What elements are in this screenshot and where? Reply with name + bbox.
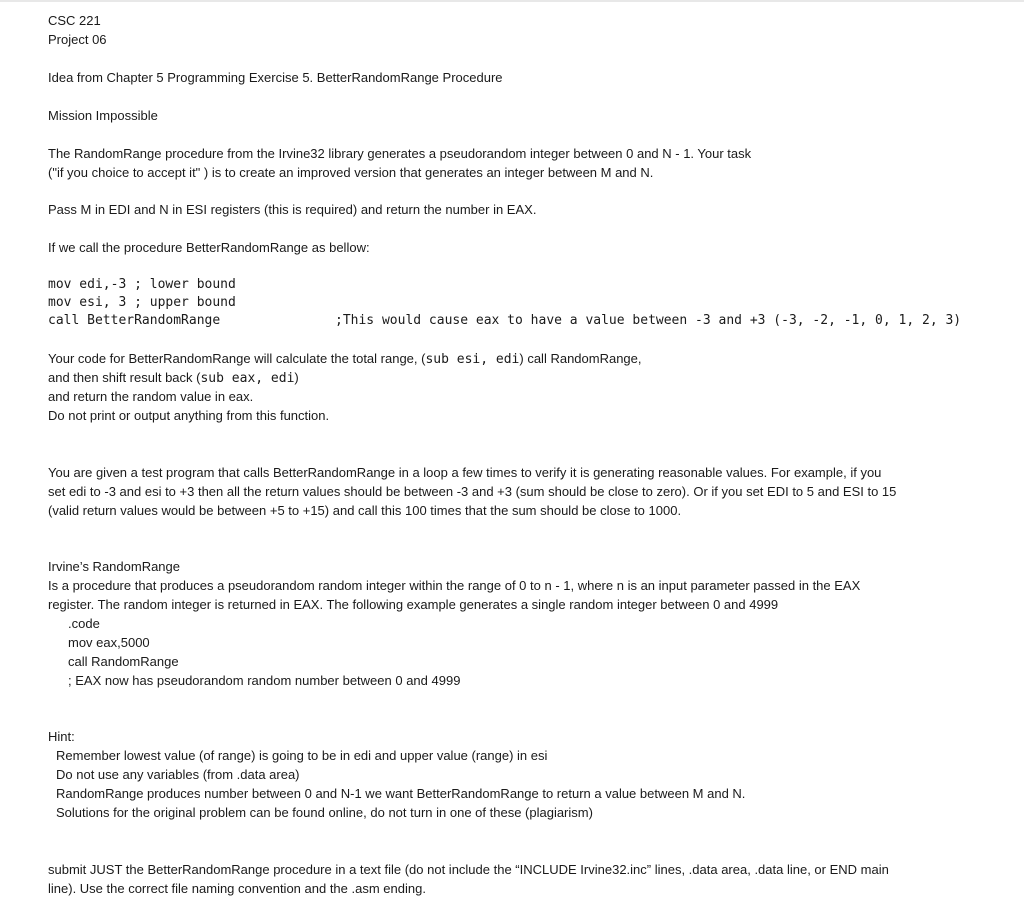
hint-line-4: Solutions for the original problem can be found online, do not turn in one of these (plagiarism) — [56, 805, 593, 820]
irvine-title: Irvine’s RandomRange — [48, 559, 180, 574]
intro-line-2: ("if you choice to accept it" ) is to create an improved version that generates an integer between M and N. — [48, 165, 654, 180]
code-line-3 — [48, 312, 978, 330]
pass-registers-line: Pass M in EDI and N in ESI registers (this is required) and return the number in EAX. — [48, 202, 537, 217]
code-line-3-call: call BetterRandomRange — [48, 313, 221, 328]
call-intro-line: If we call the procedure BetterRandomRange as bellow: — [48, 240, 370, 255]
irvine-line-2: register. The random integer is returned in EAX. The following example generates a single random integer between 0 and 4999 — [48, 597, 779, 612]
irvine-code-1: .code — [68, 616, 100, 631]
code-line-3-comment: ;This would cause eax to have a value between -3 and +3 (-3, -2, -1, 0, 1, 2, 3) — [335, 313, 962, 328]
calc-line-2-code: sub eax, edi — [200, 371, 295, 386]
calc-line-1-text-b: ) call RandomRange, — [519, 351, 642, 366]
irvine-code-2: mov eax,5000 — [68, 635, 150, 650]
hint-line-3: RandomRange produces number between 0 and N-1 we want BetterRandomRange to return a value between M and N. — [56, 786, 746, 801]
test-line-1: You are given a test program that calls BetterRandomRange in a loop a few times to verify it is generating reasonable values. For example, if you — [48, 465, 882, 480]
calc-line-4: Do not print or output anything from this function. — [48, 408, 330, 423]
code-line-1: mov edi,-3 ; lower bound — [48, 277, 236, 292]
idea-line: Idea from Chapter 5 Programming Exercise 5. BetterRandomRange Procedure — [48, 70, 503, 85]
intro-line-1: The RandomRange procedure from the Irvine32 library generates a pseudorandom integer between 0 and N - 1. Your task — [48, 146, 752, 161]
calc-line-3: and return the random value in eax. — [48, 389, 254, 404]
calc-line-2 — [48, 369, 299, 388]
hint-line-1: Remember lowest value (of range) is going to be in edi and upper value (range) in esi — [56, 748, 548, 763]
calc-line-1 — [48, 350, 642, 369]
submit-line-2: line). Use the correct file naming convention and the .asm ending. — [48, 881, 426, 896]
test-line-2: set edi to -3 and esi to +3 then all the return values should be between -3 and +3 (sum should be close to zero). Or if you set EDI to 5 and ESI to 15 — [48, 484, 897, 499]
code-line-2: mov esi, 3 ; upper bound — [48, 295, 236, 310]
irvine-code-3: call RandomRange — [68, 654, 179, 669]
top-border — [0, 0, 1024, 2]
calc-line-2-text-a: and then shift result back ( — [48, 370, 201, 385]
calc-line-1-code: sub esi, edi — [425, 352, 520, 367]
test-line-3: (valid return values would be between +5 to +15) and call this 100 times that the sum should be close to 1000. — [48, 503, 682, 518]
course-code: CSC 221 — [48, 13, 101, 28]
irvine-code-4: ; EAX now has pseudorandom random number between 0 and 4999 — [68, 673, 461, 688]
calc-line-1-text-a: Your code for BetterRandomRange will calculate the total range, ( — [48, 351, 426, 366]
hint-line-2: Do not use any variables (from .data area) — [56, 767, 300, 782]
submit-line-1: submit JUST the BetterRandomRange procedure in a text file (do not include the “INCLUDE Irvine32.inc” lines, .data area, .data line, or END main — [48, 862, 889, 877]
irvine-line-1: Is a procedure that produces a pseudorandom random integer within the range of 0 to n - 1, where n is an input parameter passed in the EAX — [48, 578, 861, 593]
calc-line-2-text-b: ) — [294, 370, 299, 385]
hint-title: Hint: — [48, 729, 75, 744]
mission-title: Mission Impossible — [48, 108, 158, 123]
project-title: Project 06 — [48, 32, 107, 47]
